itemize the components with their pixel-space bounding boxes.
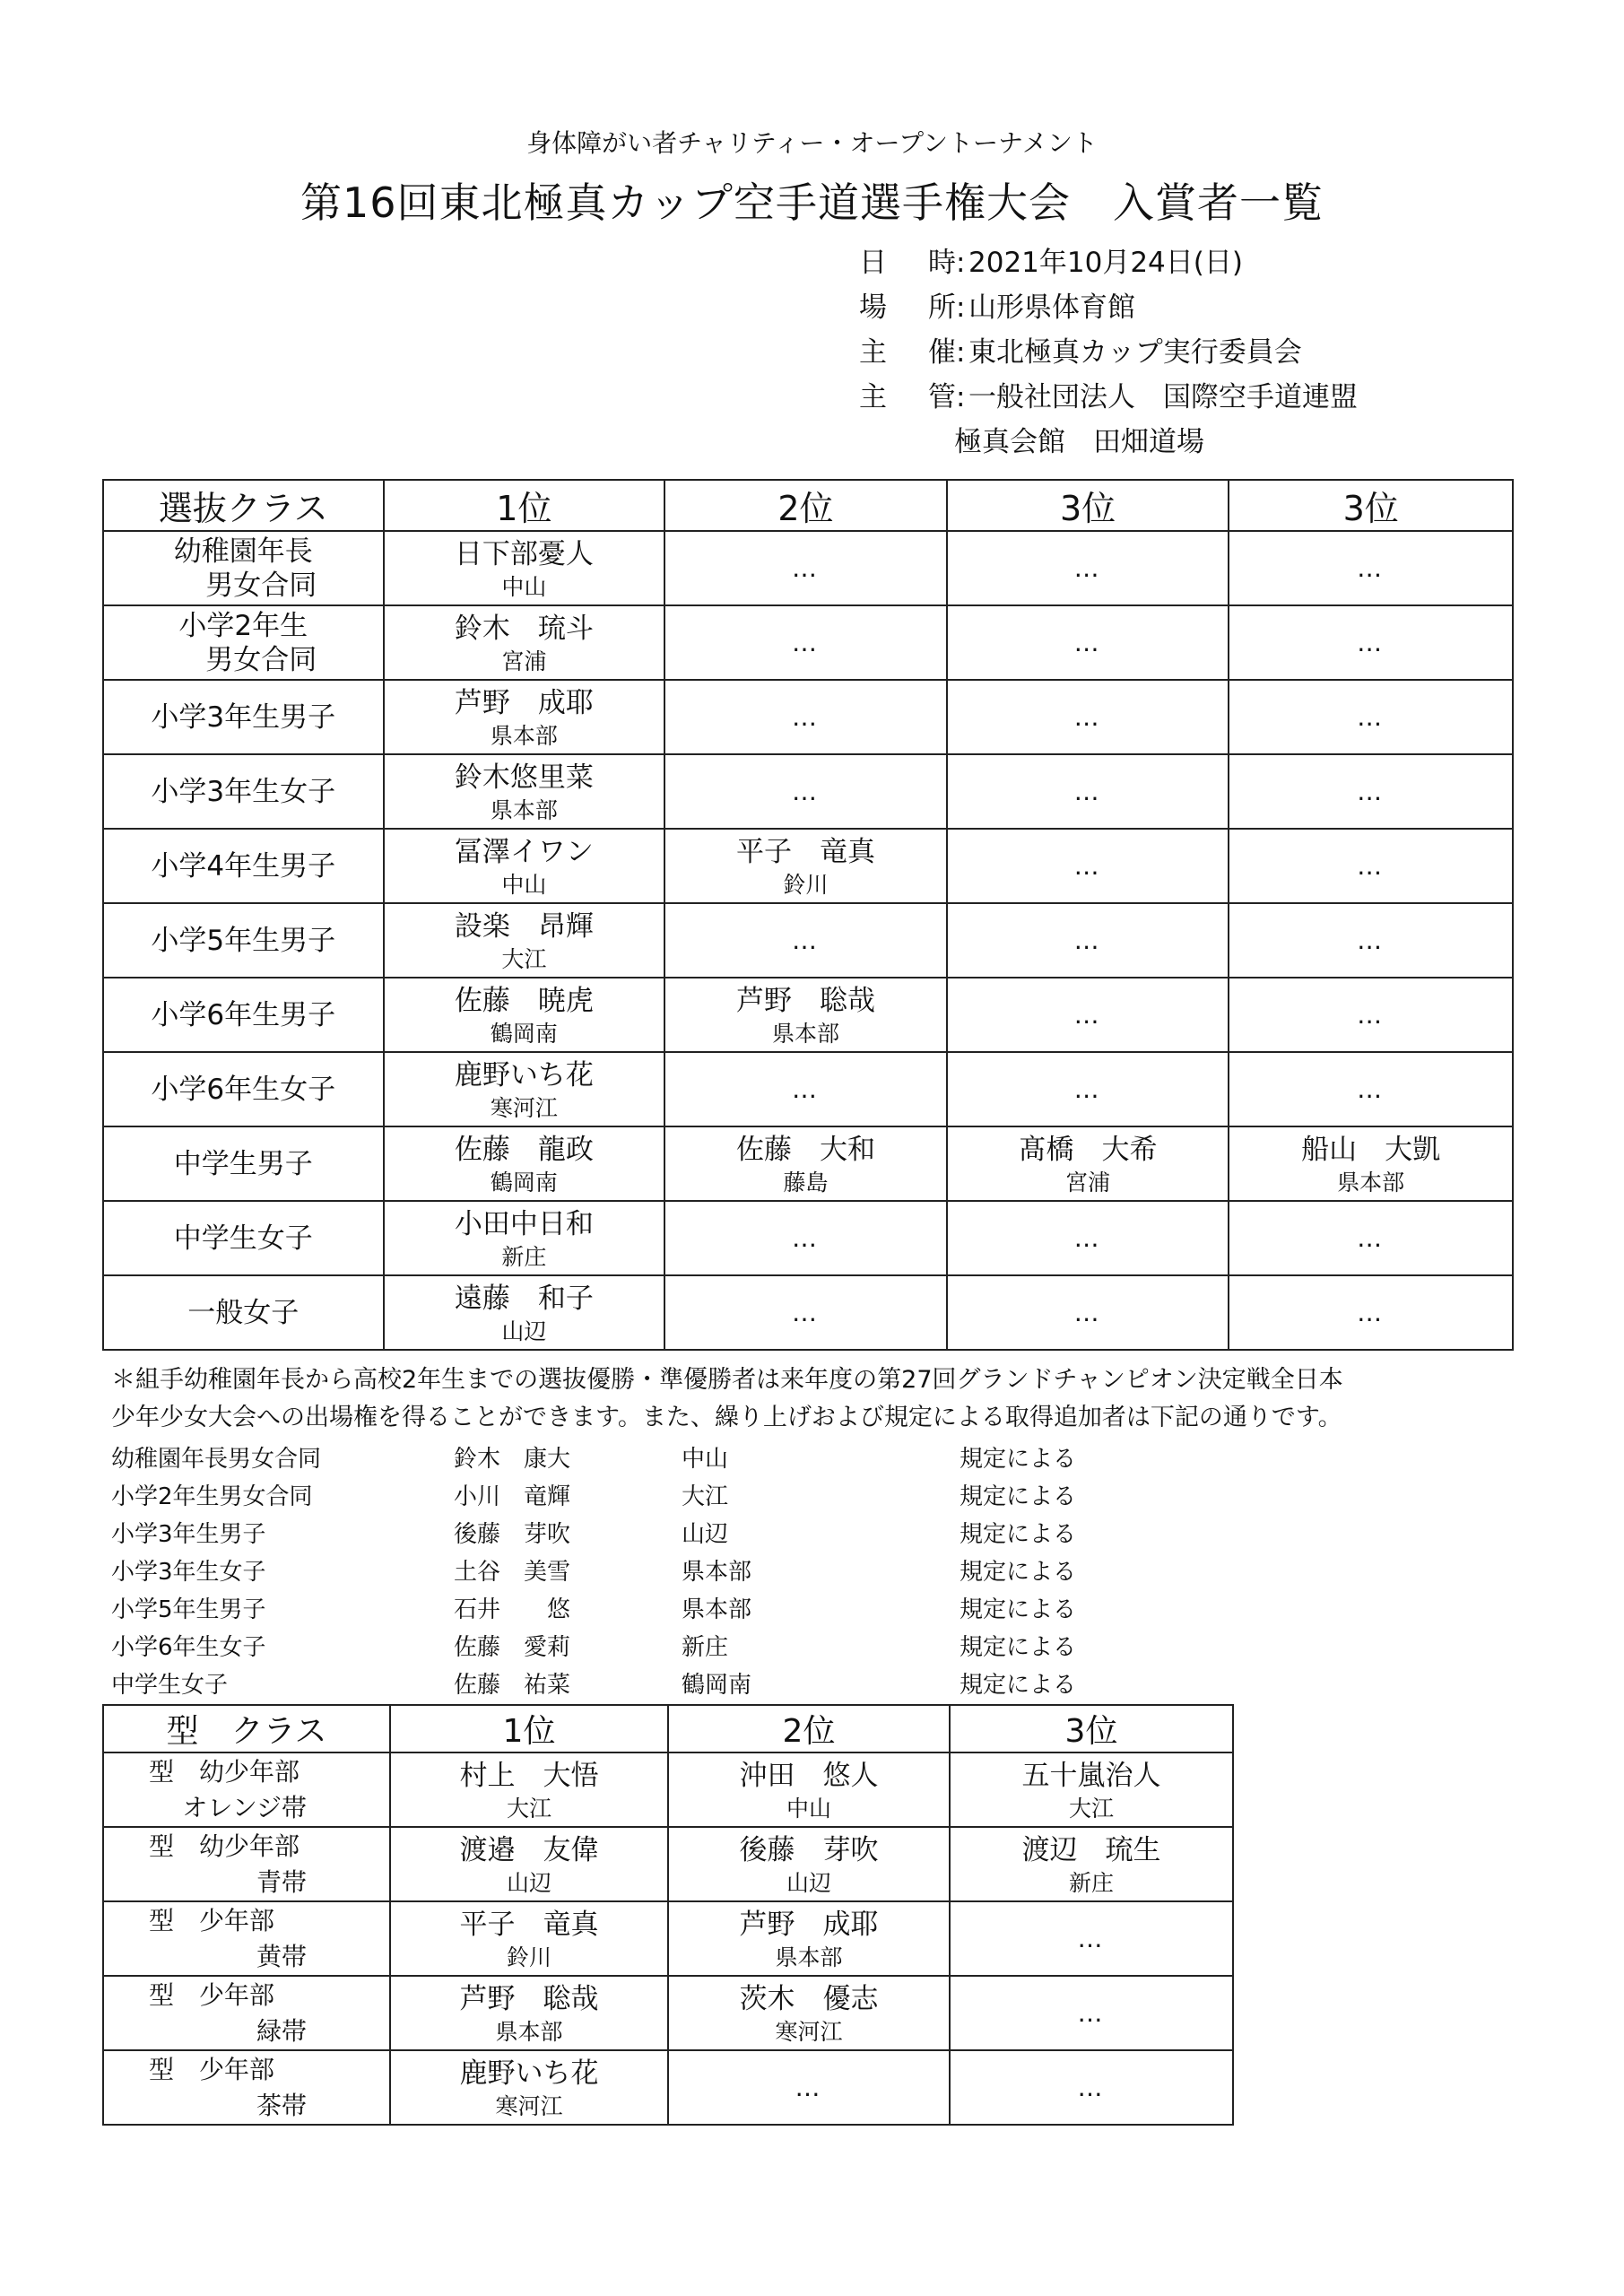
empty-mark: …: [1357, 1074, 1385, 1104]
class-name: 小学5年生男子: [103, 903, 384, 978]
qualifier-field-3: 規定による: [960, 1520, 1077, 1548]
winner-name: 芦野 成耶: [739, 1908, 879, 1941]
class-name-line: 型 幼少年部: [149, 1756, 300, 1787]
class-name: 中学生女子: [103, 1201, 384, 1275]
placement-cell-1: [384, 903, 665, 978]
class-name-line: 型 少年部: [149, 1905, 275, 1935]
additional-qualifiers-list: [111, 1438, 1139, 1701]
empty-mark: …: [791, 777, 820, 806]
qualifier-field-0: 小学6年生女子: [111, 1633, 266, 1661]
table-row: [103, 1275, 1513, 1350]
winner-name: 渡邉 友偉: [459, 1833, 599, 1866]
list-item: [111, 1664, 1139, 1701]
placement-cell-2: [668, 1976, 950, 2050]
winner-name: 五十嵐治人: [1021, 1759, 1161, 1792]
placement-cell-1: [384, 605, 665, 680]
empty-mark: …: [1073, 1298, 1102, 1327]
placement-cell-1: [390, 2050, 668, 2125]
winner-dojo: 県本部: [775, 1944, 843, 1970]
placement-cell-1: [390, 1752, 668, 1827]
selection-results-table: [102, 479, 1514, 1351]
qualifier-field-1: 石井 悠: [454, 1596, 571, 1623]
class-name: [103, 605, 384, 680]
placement-cell-2: [668, 1752, 950, 1827]
empty-mark: …: [1357, 553, 1385, 583]
empty-mark: …: [1073, 1074, 1102, 1104]
placement-cell-4: [1229, 605, 1513, 680]
info-host: 主 催 : 東北極真カップ実行委員会: [859, 336, 1302, 369]
placement-cell-1: [384, 1201, 665, 1275]
placement-cell-3: [950, 1827, 1233, 1901]
qualifier-field-0: 小学2年生男女合同: [111, 1483, 313, 1510]
empty-mark: …: [1073, 1000, 1102, 1030]
placement-cell-1: [390, 1901, 668, 1976]
note-line-2: 少年少女大会への出場権を得ることができます。また、繰り上げおよび規定による取得追加者は下記の通りです。: [111, 1404, 1342, 1431]
qualifier-field-1: 後藤 芽吹: [454, 1520, 571, 1548]
placement-cell-4: [1229, 754, 1513, 829]
qualifier-field-0: 小学5年生男子: [111, 1596, 266, 1623]
placement-cell-2: [664, 829, 947, 903]
class-name-line: オレンジ帯: [182, 1792, 307, 1822]
qualifier-field-2: 大江: [682, 1483, 729, 1510]
winner-name: 後藤 芽吹: [739, 1833, 879, 1866]
placement-cell-2: [664, 605, 947, 680]
kata-class-name: [103, 1976, 390, 2050]
class-name-line: 茶帯: [256, 2090, 307, 2120]
placement-cell-4: [1229, 1275, 1513, 1350]
winner-name: 鈴木悠里菜: [454, 761, 594, 794]
winner-dojo: 中山: [786, 1795, 831, 1822]
placement-cell-2: [668, 2050, 950, 2125]
winner-dojo: 寒河江: [495, 2092, 563, 2119]
placement-cell-1: [384, 829, 665, 903]
list-item: [111, 1588, 1139, 1626]
column-header-1: 1位: [390, 1705, 668, 1752]
winner-name: 茨木 優志: [739, 1982, 879, 2015]
winner-name: 小田中日和: [454, 1207, 594, 1240]
table-row: [103, 1201, 1513, 1275]
class-name: [103, 531, 384, 605]
empty-mark: …: [1073, 851, 1102, 881]
subtitle: 身体障がい者チャリティー・オープントーナメント: [526, 128, 1098, 158]
winner-name: 日下部憂人: [454, 537, 594, 570]
placement-cell-1: [384, 754, 665, 829]
placement-cell-2: [664, 680, 947, 754]
info-organizer-cont: 極真会館 田畑道場: [954, 426, 1204, 458]
empty-mark: …: [1357, 1223, 1385, 1253]
placement-cell-4: [1229, 829, 1513, 903]
placement-cell-1: [384, 680, 665, 754]
class-name-line: 黄帯: [256, 1941, 307, 1971]
placement-cell-3: [947, 680, 1229, 754]
placement-cell-2: [664, 978, 947, 1052]
qualifier-field-2: 中山: [682, 1445, 729, 1473]
placement-cell-2: [664, 903, 947, 978]
placement-cell-4: [1229, 1052, 1513, 1126]
class-name: 一般女子: [103, 1275, 384, 1350]
class-name: 小学4年生男子: [103, 829, 384, 903]
qualifier-field-2: 県本部: [682, 1558, 752, 1586]
placement-cell-1: [384, 1052, 665, 1126]
empty-mark: …: [791, 1074, 820, 1104]
empty-mark: …: [1073, 628, 1102, 657]
class-name: 小学3年生男子: [103, 680, 384, 754]
placement-cell-3: [947, 1275, 1229, 1350]
winner-name: 沖田 悠人: [739, 1759, 879, 1792]
info-place: 場 所 : 山形県体育館: [859, 291, 1135, 324]
empty-mark: …: [791, 1298, 820, 1327]
table-row: [103, 1752, 1233, 1827]
table-row: [103, 680, 1513, 754]
empty-mark: …: [1077, 2073, 1106, 2102]
table-row: [103, 1827, 1233, 1901]
kata-class-name: [103, 1752, 390, 1827]
placement-cell-4: [1229, 903, 1513, 978]
list-item: [111, 1513, 1139, 1551]
qualifier-field-1: 小川 竜輝: [454, 1483, 571, 1510]
placement-cell-2: [664, 531, 947, 605]
winner-dojo: 中山: [501, 573, 547, 600]
qualifier-field-0: 中学生女子: [111, 1671, 229, 1699]
placement-cell-3: [950, 2050, 1233, 2125]
qualifier-field-3: 規定による: [960, 1445, 1077, 1473]
qualifier-field-0: 小学3年生女子: [111, 1558, 266, 1586]
winner-name: 髙橋 大希: [1018, 1133, 1158, 1166]
list-item: [111, 1551, 1139, 1588]
placement-cell-3: [947, 829, 1229, 903]
winner-dojo: 鶴岡南: [490, 1020, 558, 1047]
class-name-line: 小学2年生: [178, 609, 308, 642]
placement-cell-3: [950, 1901, 1233, 1976]
empty-mark: …: [1357, 702, 1385, 732]
column-header-0: 型 クラス: [103, 1705, 390, 1752]
placement-cell-1: [384, 978, 665, 1052]
qualifier-field-1: 鈴木 康大: [454, 1445, 571, 1473]
qualifier-field-2: 山辺: [682, 1520, 729, 1548]
class-name: 小学3年生女子: [103, 754, 384, 829]
placement-cell-4: [1229, 1201, 1513, 1275]
winner-name: 芦野 成耶: [454, 686, 594, 719]
placement-cell-1: [384, 1126, 665, 1201]
winner-dojo: 寒河江: [490, 1094, 558, 1121]
kata-class-name: [103, 1901, 390, 1976]
empty-mark: …: [791, 628, 820, 657]
column-header-3: 3位: [947, 480, 1229, 531]
placement-cell-2: [664, 1126, 947, 1201]
winner-name: 芦野 聡哉: [735, 984, 875, 1017]
placement-cell-2: [664, 1201, 947, 1275]
placement-cell-2: [668, 1827, 950, 1901]
qualifier-field-0: 幼稚園年長男女合同: [111, 1445, 322, 1473]
column-header-0: 選抜クラス: [103, 480, 384, 531]
placement-cell-3: [947, 1126, 1229, 1201]
winner-dojo: 鈴川: [783, 871, 829, 898]
winner-name: 鹿野いち花: [459, 2057, 599, 2090]
table-row: [103, 1052, 1513, 1126]
winner-name: 遠藤 和子: [454, 1282, 594, 1315]
winner-dojo: 中山: [501, 871, 547, 898]
winner-name: 佐藤 龍政: [454, 1133, 594, 1166]
table-row: [103, 1976, 1233, 2050]
empty-mark: …: [791, 553, 820, 583]
empty-mark: …: [1073, 1223, 1102, 1253]
table-row: [103, 754, 1513, 829]
placement-cell-4: [1229, 978, 1513, 1052]
winner-name: 佐藤 大和: [735, 1133, 875, 1166]
column-header-3: 3位: [950, 1705, 1233, 1752]
empty-mark: …: [1073, 926, 1102, 955]
qualifier-field-2: 鶴岡南: [682, 1671, 752, 1699]
event-info: [859, 240, 1358, 465]
qualifier-field-3: 規定による: [960, 1596, 1077, 1623]
winner-name: 芦野 聡哉: [459, 1982, 599, 2015]
winner-dojo: 大江: [506, 1795, 551, 1822]
qualifier-field-1: 佐藤 愛莉: [454, 1633, 571, 1661]
winner-dojo: 鈴川: [506, 1944, 551, 1970]
placement-cell-1: [390, 1827, 668, 1901]
placement-cell-3: [947, 531, 1229, 605]
winner-dojo: 新庄: [501, 1243, 547, 1270]
placement-cell-3: [947, 1201, 1229, 1275]
winner-dojo: 山辺: [786, 1869, 831, 1896]
empty-mark: …: [791, 702, 820, 732]
qualifier-field-1: 土谷 美雪: [454, 1558, 571, 1586]
winner-name: 平子 竜真: [459, 1908, 599, 1941]
placement-cell-2: [668, 1901, 950, 1976]
winner-dojo: 山辺: [501, 1318, 547, 1344]
qualifier-field-3: 規定による: [960, 1558, 1077, 1586]
winner-dojo: 県本部: [1337, 1169, 1405, 1196]
column-header-2: 2位: [668, 1705, 950, 1752]
placement-cell-3: [947, 754, 1229, 829]
placement-cell-3: [950, 1752, 1233, 1827]
winner-dojo: 宮浦: [1065, 1169, 1111, 1196]
winner-name: 船山 大凱: [1301, 1133, 1441, 1166]
placement-cell-3: [947, 1052, 1229, 1126]
qualifier-field-3: 規定による: [960, 1483, 1077, 1510]
winner-dojo: 藤島: [783, 1169, 829, 1196]
qualifier-field-2: 県本部: [682, 1596, 752, 1623]
table-row: [103, 1901, 1233, 1976]
empty-mark: …: [1073, 553, 1102, 583]
class-name: 小学6年生女子: [103, 1052, 384, 1126]
kata-class-name: [103, 1827, 390, 1901]
list-item: [111, 1626, 1139, 1664]
class-name-line: 緑帯: [256, 2015, 307, 2046]
table-row: [103, 1126, 1513, 1201]
winner-dojo: 鶴岡南: [490, 1169, 558, 1196]
table-row: [103, 978, 1513, 1052]
placement-cell-3: [947, 978, 1229, 1052]
winner-name: 鈴木 琉斗: [454, 612, 594, 645]
empty-mark: …: [1357, 926, 1385, 955]
empty-mark: …: [791, 1223, 820, 1253]
winner-name: 鹿野いち花: [454, 1058, 594, 1091]
table-row: [103, 2050, 1233, 2125]
page-title: 第16回東北極真カップ空手道選手権大会 入賞者一覧: [300, 178, 1324, 227]
empty-mark: …: [1357, 1298, 1385, 1327]
winner-name: 平子 竜真: [735, 835, 875, 868]
winner-dojo: 宮浦: [501, 648, 547, 674]
kata-results-table: [102, 1704, 1234, 2126]
qualifier-field-3: 規定による: [960, 1633, 1077, 1661]
empty-mark: …: [1077, 1924, 1106, 1953]
placement-cell-1: [390, 1976, 668, 2050]
class-name-line: 型 幼少年部: [149, 1831, 300, 1861]
note-line-1: ＊組手幼稚園年長から高校2年生までの選抜優勝・準優勝者は来年度の第27回グランドチャンピオン決定戦全日本: [111, 1366, 1343, 1394]
table-row: [103, 829, 1513, 903]
winner-dojo: 新庄: [1068, 1869, 1114, 1896]
placement-cell-4: [1229, 680, 1513, 754]
winner-dojo: 大江: [1068, 1795, 1114, 1822]
winner-dojo: 県本部: [771, 1020, 839, 1047]
class-name-line: 青帯: [256, 1866, 307, 1897]
table-row: [103, 903, 1513, 978]
note: [111, 1361, 1343, 1437]
qualifier-field-2: 新庄: [682, 1633, 729, 1661]
empty-mark: …: [1357, 628, 1385, 657]
placement-cell-4: [1229, 531, 1513, 605]
winner-dojo: 県本部: [490, 796, 558, 823]
info-organizer: 主 管 : 一般社団法人 国際空手道連盟: [859, 381, 1358, 413]
class-name: 中学生男子: [103, 1126, 384, 1201]
placement-cell-4: [1229, 1126, 1513, 1201]
winner-dojo: 山辺: [506, 1869, 551, 1896]
class-name: 小学6年生男子: [103, 978, 384, 1052]
placement-cell-2: [664, 1052, 947, 1126]
winner-name: 佐藤 暁虎: [454, 984, 594, 1017]
placement-cell-3: [950, 1976, 1233, 2050]
winner-name: 渡辺 琉生: [1021, 1833, 1161, 1866]
winner-dojo: 大江: [501, 945, 547, 972]
column-header-2: 2位: [664, 480, 947, 531]
table-row: [103, 531, 1513, 605]
placement-cell-3: [947, 903, 1229, 978]
placement-cell-3: [947, 605, 1229, 680]
placement-cell-2: [664, 754, 947, 829]
list-item: [111, 1475, 1139, 1513]
info-date: 日 時 : 2021年10月24日(日): [859, 247, 1243, 279]
column-header-4: 3位: [1229, 480, 1513, 531]
class-name-line: 男女合同: [205, 643, 317, 676]
empty-mark: …: [1073, 702, 1102, 732]
winner-name: 設楽 昂輝: [454, 909, 594, 943]
empty-mark: …: [1357, 851, 1385, 881]
winner-dojo: 県本部: [495, 2018, 563, 2045]
list-item: [111, 1438, 1139, 1475]
class-name-line: 幼稚園年長: [173, 535, 313, 568]
winner-dojo: 県本部: [490, 722, 558, 749]
column-header-1: 1位: [384, 480, 665, 531]
winner-name: 村上 大悟: [459, 1759, 599, 1792]
empty-mark: …: [1357, 1000, 1385, 1030]
class-name-line: 型 少年部: [149, 2054, 275, 2084]
empty-mark: …: [791, 926, 820, 955]
placement-cell-2: [664, 1275, 947, 1350]
qualifier-field-3: 規定による: [960, 1671, 1077, 1699]
table-row: [103, 605, 1513, 680]
class-name-line: 型 少年部: [149, 1979, 275, 2010]
kata-class-name: [103, 2050, 390, 2125]
empty-mark: …: [1073, 777, 1102, 806]
empty-mark: …: [1357, 777, 1385, 806]
placement-cell-1: [384, 1275, 665, 1350]
empty-mark: …: [1077, 1998, 1106, 2028]
placement-cell-1: [384, 531, 665, 605]
class-name-line: 男女合同: [205, 569, 317, 602]
winner-dojo: 寒河江: [775, 2018, 843, 2045]
empty-mark: …: [795, 2073, 823, 2102]
winner-name: 冨澤イワン: [454, 835, 594, 868]
qualifier-field-1: 佐藤 祐菜: [454, 1671, 571, 1699]
qualifier-field-0: 小学3年生男子: [111, 1520, 266, 1548]
